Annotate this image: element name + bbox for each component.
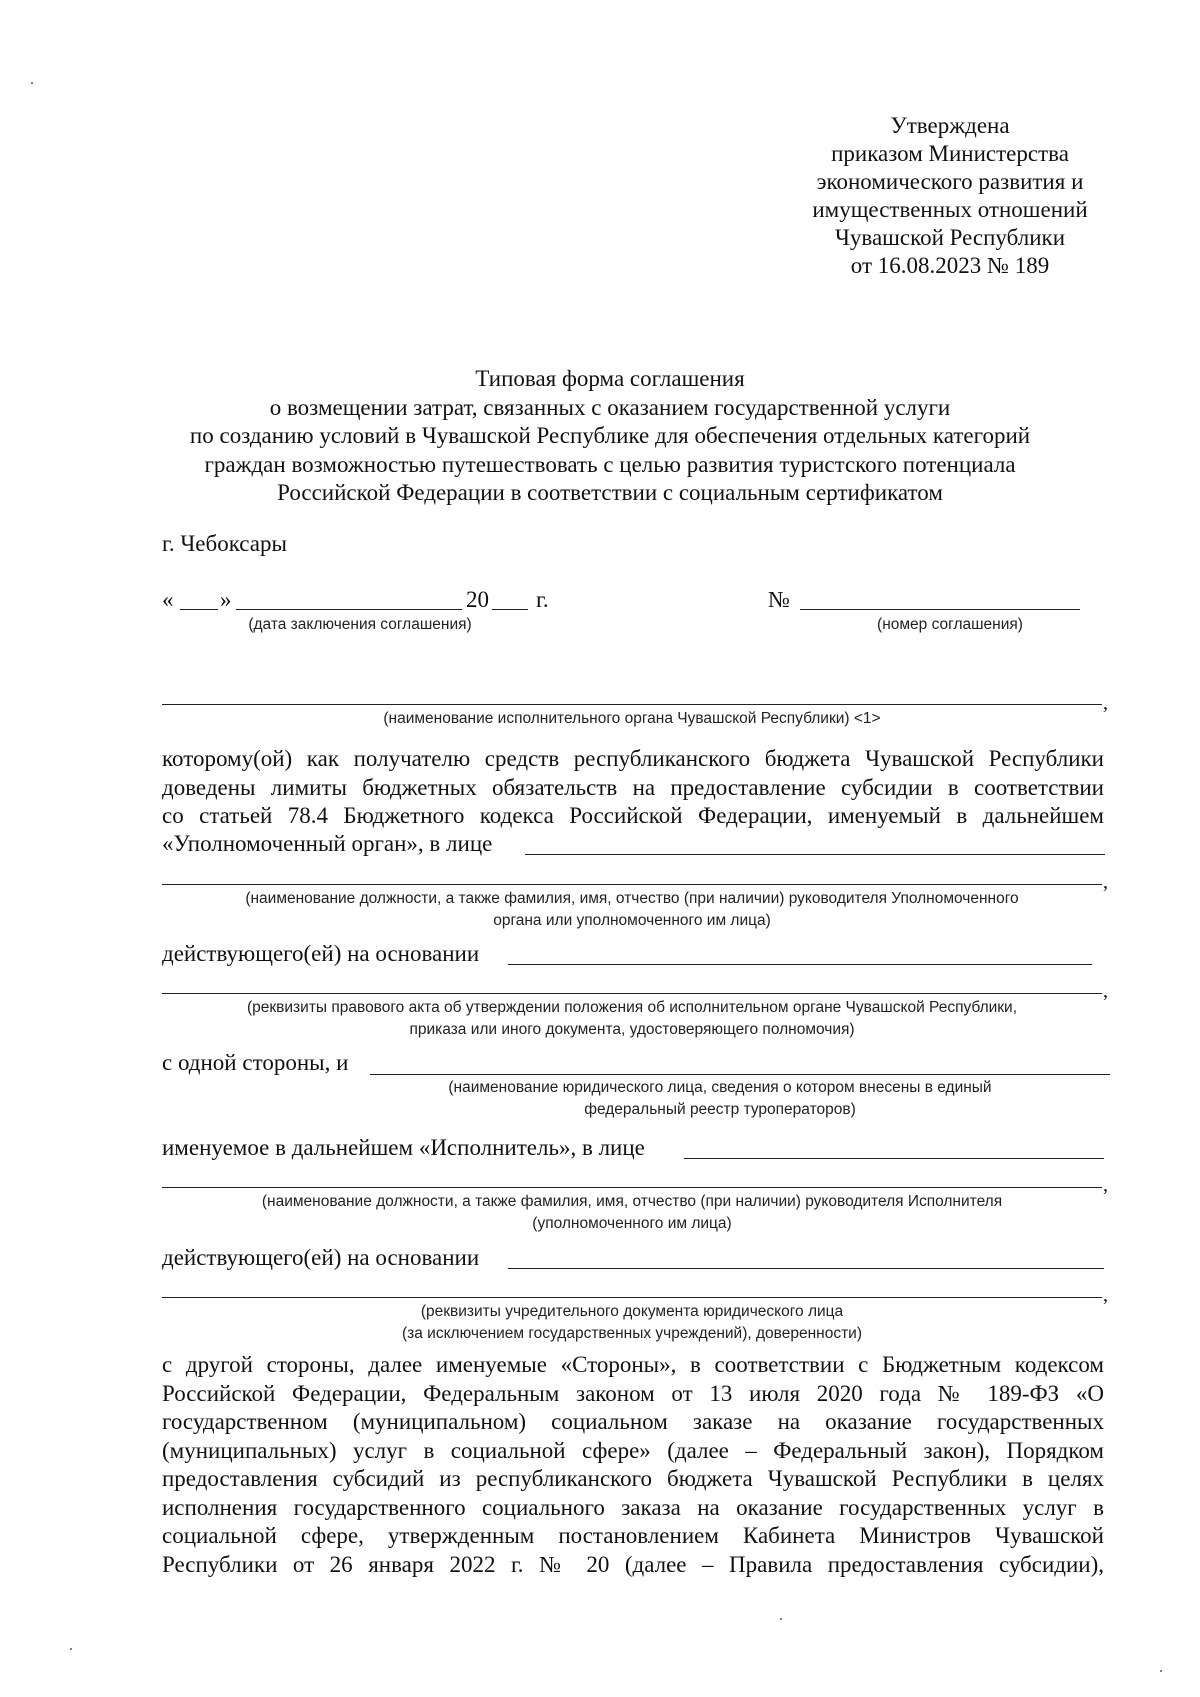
authority-in-person-label: «Уполномоченный орган», в лице xyxy=(162,831,493,856)
caption-line: (наименование должности, а также фамилия, имя, отчество (при наличии) руководителя Уполномоченного xyxy=(245,890,1019,907)
date-open-quote: « xyxy=(162,587,174,612)
title-line: по созданию условий в Чувашской Республике для обеспечения отдельных категорий xyxy=(189,423,1031,448)
caption-line: (наименование юридического лица, сведения о котором внесены в единый xyxy=(448,1079,992,1096)
year-suffix: г. xyxy=(536,587,549,612)
number-caption xyxy=(840,614,1060,636)
approval-line: приказом Министерства xyxy=(831,141,1069,166)
caption-line: органа или уполномоченного им лица) xyxy=(493,912,771,929)
caption-line: (реквизиты правового акта об утверждении положения об исполнительном органе Чувашской Республики, xyxy=(246,999,1018,1016)
authority-basis-label: действующего(ей) на основании xyxy=(162,941,480,966)
city-label: г. Чебоксары xyxy=(162,531,287,556)
title-line: Российской Федерации в соответствии с социальным сертификатом xyxy=(277,480,943,505)
paragraph-line: которому(ой) как получателю средств республиканского бюджета Чувашской Республики xyxy=(162,746,1104,771)
year-field[interactable] xyxy=(492,609,528,610)
caption-line: (дата заключения соглашения) xyxy=(248,616,472,633)
executor-head-field-2[interactable] xyxy=(162,1187,1102,1188)
scan-speck xyxy=(70,1648,72,1650)
final-paragraph xyxy=(162,1351,1104,1579)
caption-line: (номер соглашения) xyxy=(877,616,1023,633)
authority-basis-field-2[interactable] xyxy=(162,993,1102,994)
authority-head-field[interactable] xyxy=(525,854,1105,855)
comma: , xyxy=(1103,1174,1108,1196)
authority-caption xyxy=(162,708,1102,730)
caption-line: (реквизиты учредительного документа юридического лица xyxy=(420,1303,844,1320)
scan-speck xyxy=(31,82,33,84)
approval-stamp xyxy=(790,112,1110,280)
approval-line: Утверждена xyxy=(890,113,1010,138)
executor-basis-field-2[interactable] xyxy=(162,1297,1102,1298)
number-sign: № xyxy=(768,587,790,612)
scan-speck xyxy=(1160,1670,1162,1672)
comma: , xyxy=(1103,980,1108,1002)
approval-line: имущественных отношений xyxy=(812,197,1088,222)
executor-head-field[interactable] xyxy=(684,1158,1104,1159)
title-line: Типовая форма соглашения xyxy=(475,366,745,391)
one-side-label: с одной стороны, и xyxy=(162,1050,349,1075)
paragraph-line: с другой стороны, далее именуемые «Стороны», в соответствии с Бюджетным кодексом xyxy=(162,1352,1104,1377)
title-line: граждан возможностью путешествовать с целью развития туристского потенциала xyxy=(204,451,1016,477)
document-title xyxy=(140,365,1080,508)
authority-name-field[interactable] xyxy=(162,704,1102,705)
caption-line: (наименование исполнительного органа Чувашской Республики) <1> xyxy=(383,710,881,727)
title-line: о возмещении затрат, связанных с оказанием государственной услуги xyxy=(269,394,951,420)
executor-entity-field[interactable] xyxy=(370,1074,1110,1075)
paragraph-line: Республики от 26 января 2022 г. № 20 (далее – Правила предоставления субсидии), xyxy=(162,1551,1104,1577)
executor-entity-caption xyxy=(370,1077,1070,1121)
agreement-number-field[interactable] xyxy=(800,609,1080,610)
paragraph-line: социальной сфере, утвержденным постановлением Кабинета Министров Чувашской xyxy=(162,1523,1104,1548)
paragraph-line: государственном (муниципальном) социальном заказе на оказание государственных xyxy=(162,1409,1104,1434)
paragraph-line: предоставления субсидий из республиканского бюджета Чувашской Республики в целях xyxy=(162,1466,1104,1491)
date-caption xyxy=(210,614,510,636)
caption-line: (наименование должности, а также фамилия, имя, отчество (при наличии) руководителя Исполнителя xyxy=(261,1193,1003,1210)
caption-line: федеральный реестр туроператоров) xyxy=(584,1101,856,1118)
caption-line: (за исключением государственных учреждений), доверенности) xyxy=(401,1325,862,1342)
executor-basis-caption xyxy=(162,1301,1102,1345)
approval-line: Чувашской Республики xyxy=(834,225,1066,250)
caption-line: (уполномоченного им лица) xyxy=(532,1215,732,1232)
paragraph-line: со статьей 78.4 Бюджетного кодекса Российской Федерации, именуемый в дальнейшем xyxy=(162,803,1104,828)
paragraph-line: исполнения государственного социального заказа на оказание государственных услуг в xyxy=(162,1494,1104,1520)
executor-basis-label: действующего(ей) на основании xyxy=(162,1245,480,1270)
authority-basis-caption xyxy=(162,997,1102,1041)
authority-head-field-2[interactable] xyxy=(162,884,1102,885)
authority-head-caption xyxy=(162,888,1102,932)
executor-in-person-label: именуемое в дальнейшем «Исполнитель», в лице xyxy=(162,1135,645,1160)
day-field[interactable] xyxy=(180,609,218,610)
approval-line: от 16.08.2023 № 189 xyxy=(850,253,1050,278)
executor-head-caption xyxy=(162,1191,1102,1235)
date-close-quote: » xyxy=(220,587,232,612)
caption-line: приказа или иного документа, удостоверяющего полномочия) xyxy=(409,1021,855,1038)
comma: , xyxy=(1103,1284,1108,1306)
authority-paragraph xyxy=(162,745,1104,831)
year-prefix: 20 xyxy=(466,587,489,612)
scan-speck xyxy=(780,1618,782,1620)
approval-line: экономического развития и xyxy=(816,169,1084,194)
paragraph-line: доведены лимиты бюджетных обязательств на предоставление субсидии в соответствии xyxy=(162,774,1104,800)
paragraph-line: Российской Федерации, Федеральным законом от 13 июля 2020 года № 189-ФЗ «О xyxy=(162,1380,1104,1406)
executor-basis-field[interactable] xyxy=(508,1268,1104,1269)
authority-basis-field[interactable] xyxy=(508,964,1092,965)
comma: , xyxy=(1103,871,1108,893)
paragraph-line: (муниципальных) услуг в социальной сфере» (далее – Федеральный закон), Порядком xyxy=(162,1437,1104,1463)
month-field[interactable] xyxy=(236,609,462,610)
comma: , xyxy=(1103,692,1108,714)
